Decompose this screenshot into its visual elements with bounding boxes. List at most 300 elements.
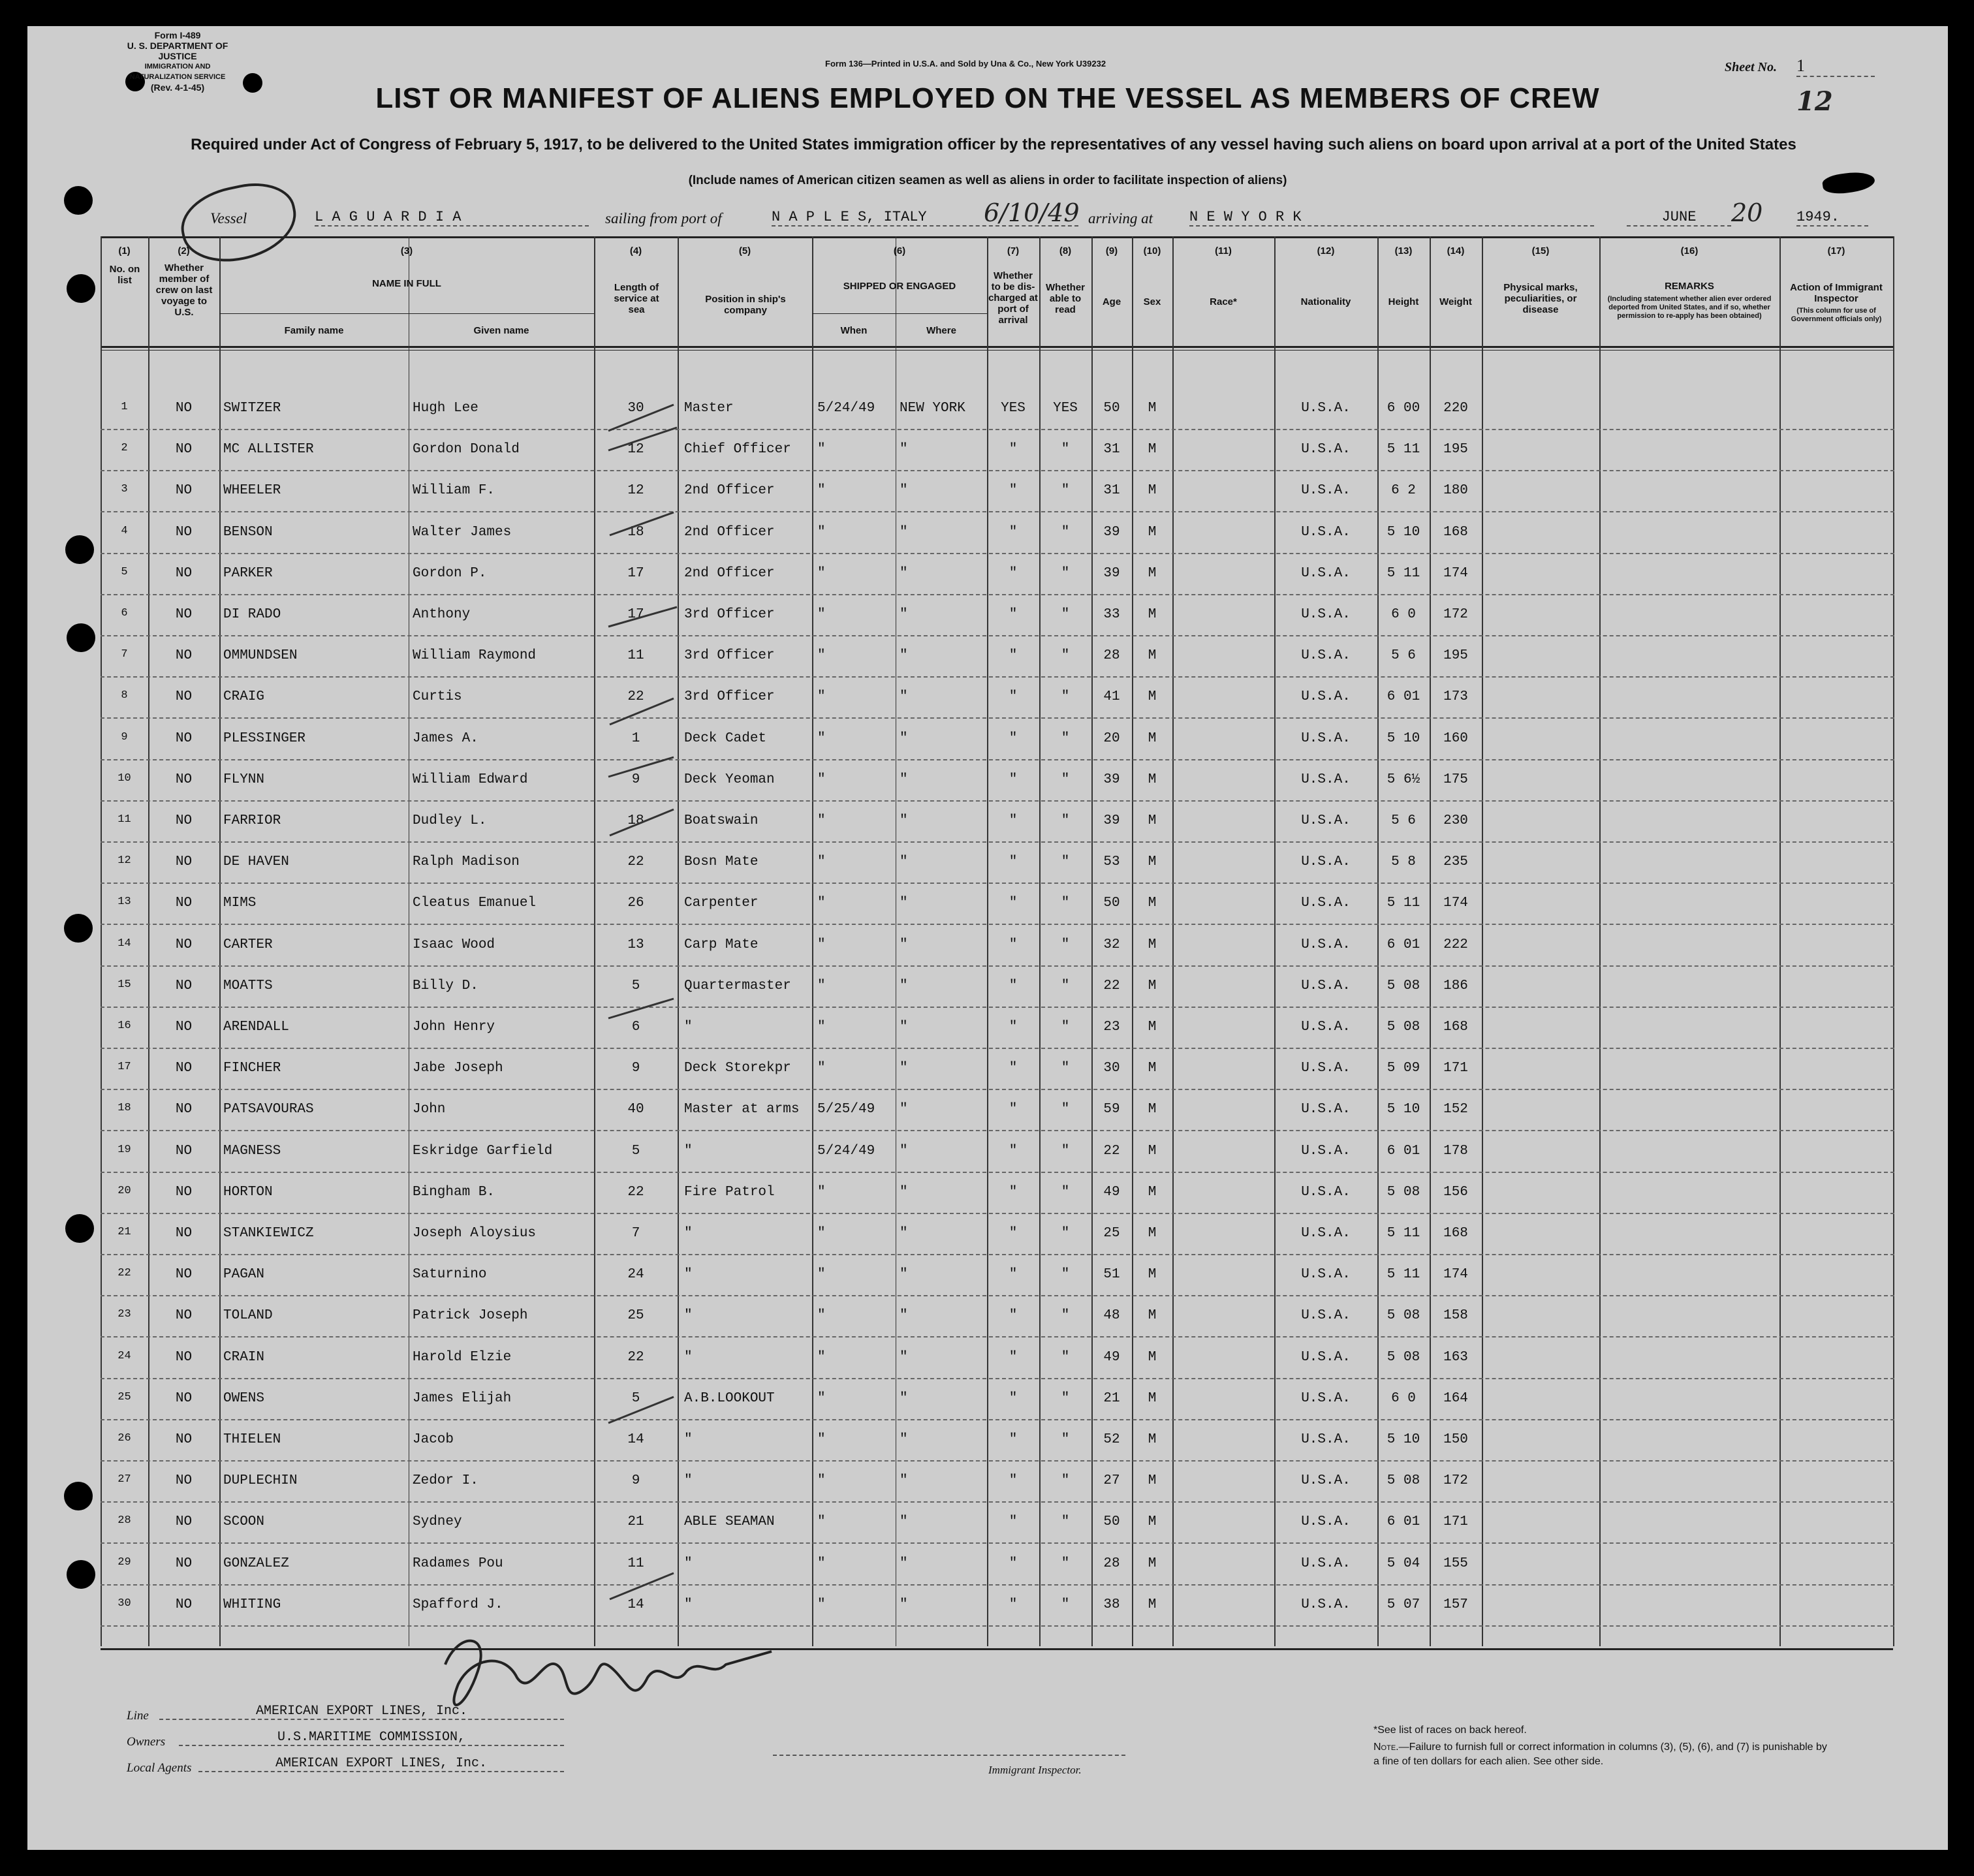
column-number: (6) — [893, 245, 906, 257]
cell-read: " — [1061, 1308, 1070, 1324]
cell-prev: NO — [175, 1184, 193, 1200]
cell-read: " — [1061, 937, 1070, 952]
cell-family: MIMS — [223, 896, 257, 911]
cell-nat: U.S.A. — [1301, 689, 1351, 705]
cell-when: " — [817, 524, 826, 540]
cell-family: BENSON — [223, 524, 273, 540]
cell-read: " — [1061, 1143, 1070, 1159]
cell-age: 32 — [1103, 937, 1120, 952]
cell-no: 28 — [118, 1514, 131, 1527]
cell-where: " — [900, 937, 908, 952]
cell-nat: U.S.A. — [1301, 730, 1351, 746]
cell-disch: " — [1009, 1556, 1018, 1571]
cell-service: 9 — [631, 772, 640, 787]
cell-disch: " — [1009, 689, 1018, 705]
cell-no: 29 — [118, 1556, 131, 1569]
cell-given: Ralph Madison — [413, 854, 520, 870]
cell-nat: U.S.A. — [1301, 1184, 1351, 1200]
cell-age: 49 — [1103, 1184, 1120, 1200]
cell-nat: U.S.A. — [1301, 854, 1351, 870]
cell-when: " — [817, 896, 826, 911]
cell-given: Bingham B. — [413, 1184, 495, 1200]
cell-read: " — [1061, 689, 1070, 705]
cell-given: William Raymond — [413, 648, 537, 664]
cell-when: " — [817, 1061, 826, 1076]
line-value: AMERICAN EXPORT LINES, Inc. — [159, 1704, 564, 1720]
cell-where: " — [900, 1390, 908, 1406]
cell-when: " — [817, 1514, 826, 1530]
cell-where: " — [900, 524, 908, 540]
cell-when: " — [817, 1556, 826, 1571]
cell-given: Gordon P. — [413, 565, 487, 581]
cell-no: 19 — [118, 1143, 131, 1156]
cell-weight: 180 — [1443, 483, 1468, 499]
cell-no: 3 — [121, 483, 128, 496]
cell-disch: " — [1009, 1143, 1018, 1159]
cell-prev: NO — [175, 1597, 193, 1612]
cell-sex: M — [1148, 937, 1157, 952]
races-note: *See list of races on back hereof. — [1373, 1725, 1527, 1736]
cell-read: " — [1061, 1226, 1070, 1241]
cell-weight: 175 — [1443, 772, 1468, 787]
revision: (Rev. 4-1-45) — [150, 82, 205, 93]
col-action-header: Action of Immigrant Inspector — [1790, 282, 1883, 304]
cell-disch: " — [1009, 483, 1018, 499]
cell-position: Chief Officer — [684, 442, 791, 458]
table-row — [27, 884, 1948, 925]
cell-height: 5 10 — [1386, 1102, 1420, 1118]
cell-read: " — [1061, 1390, 1070, 1406]
cell-sex: M — [1148, 1432, 1157, 1447]
cell-prev: NO — [175, 565, 193, 581]
cell-sex: M — [1148, 1267, 1157, 1283]
cell-service: 21 — [627, 1514, 644, 1530]
cell-given: John Henry — [413, 1020, 495, 1035]
cell-position: Deck Cadet — [684, 730, 767, 746]
cell-age: 39 — [1103, 813, 1120, 828]
cell-where: " — [900, 483, 908, 499]
cell-position: " — [684, 1597, 693, 1612]
cell-given: Anthony — [413, 607, 471, 622]
cell-read: " — [1061, 896, 1070, 911]
cell-position: Deck Yeoman — [684, 772, 775, 787]
cell-prev: NO — [175, 730, 193, 746]
cell-given: Eskridge Garfield — [413, 1143, 553, 1159]
cell-family: DE HAVEN — [223, 854, 289, 870]
cell-read: " — [1061, 1349, 1070, 1365]
port-from: N A P L E S, ITALY — [772, 209, 1078, 227]
manifest-sheet — [27, 26, 1948, 1850]
sheet-label: Sheet No. — [1725, 60, 1777, 74]
cell-prev: NO — [175, 937, 193, 952]
cell-prev: NO — [175, 1514, 193, 1530]
cell-read: " — [1061, 1556, 1070, 1571]
cell-sex: M — [1148, 1308, 1157, 1324]
cell-given: Saturnino — [413, 1267, 487, 1283]
cell-sex: M — [1148, 401, 1157, 416]
cell-position: " — [684, 1556, 693, 1571]
cell-position: " — [684, 1020, 693, 1035]
table-row — [27, 1132, 1948, 1173]
cell-when: 5/24/49 — [817, 401, 875, 416]
cell-age: 41 — [1103, 689, 1120, 705]
cell-position: 2nd Officer — [684, 524, 775, 540]
cell-where: " — [900, 565, 908, 581]
cell-height: 6 0 — [1391, 607, 1416, 622]
cell-where: " — [900, 1020, 908, 1035]
cell-weight: 168 — [1443, 1226, 1468, 1241]
cell-no: 6 — [121, 607, 128, 619]
shipped-subheader-line — [812, 313, 987, 314]
cell-service: 25 — [627, 1308, 644, 1324]
cell-nat: U.S.A. — [1301, 1390, 1351, 1406]
cell-disch: " — [1009, 772, 1018, 787]
column-number: (1) — [118, 245, 131, 257]
cell-family: TOLAND — [223, 1308, 273, 1324]
cell-family: DI RADO — [223, 607, 281, 622]
cell-service: 17 — [627, 565, 644, 581]
cell-weight: 222 — [1443, 937, 1468, 952]
cell-nat: U.S.A. — [1301, 1473, 1351, 1489]
cell-family: MAGNESS — [223, 1143, 281, 1159]
column-number: (15) — [1531, 245, 1550, 257]
cell-no: 24 — [118, 1349, 131, 1362]
cell-disch: " — [1009, 1597, 1018, 1612]
cell-disch: " — [1009, 854, 1018, 870]
cell-weight: 152 — [1443, 1102, 1468, 1118]
cell-service: 5 — [631, 1390, 640, 1406]
cell-family: PLESSINGER — [223, 730, 306, 746]
cell-height: 5 10 — [1386, 524, 1420, 540]
cell-nat: U.S.A. — [1301, 1020, 1351, 1035]
cell-nat: U.S.A. — [1301, 1432, 1351, 1447]
cell-where: " — [900, 813, 908, 828]
cell-where: " — [900, 442, 908, 458]
cell-disch: " — [1009, 1473, 1018, 1489]
cell-no: 16 — [118, 1020, 131, 1032]
cell-age: 23 — [1103, 1020, 1120, 1035]
cell-age: 31 — [1103, 442, 1120, 458]
cell-height: 6 01 — [1386, 937, 1420, 952]
cell-nat: U.S.A. — [1301, 442, 1351, 458]
cell-nat: U.S.A. — [1301, 1597, 1351, 1612]
cell-when: " — [817, 1267, 826, 1283]
cell-sex: M — [1148, 978, 1157, 993]
col-name-header: NAME IN FULL — [372, 278, 441, 289]
cell-sex: M — [1148, 1597, 1157, 1612]
cell-service: 9 — [631, 1473, 640, 1489]
cell-prev: NO — [175, 978, 193, 993]
printer-line: Form 136—Printed in U.S.A. and Sold by Una & Co., New York U39232 — [825, 59, 1106, 69]
cell-weight: 168 — [1443, 1020, 1468, 1035]
cell-prev: NO — [175, 1432, 193, 1447]
cell-position: " — [684, 1473, 693, 1489]
cell-no: 4 — [121, 524, 128, 537]
col-race-header: Race* — [1210, 296, 1237, 307]
col-given-name-header: Given name — [473, 325, 529, 336]
cell-no: 15 — [118, 978, 131, 991]
footer — [101, 1665, 1893, 1841]
cell-position: Bosn Mate — [684, 854, 759, 870]
arrive-year: 1949. — [1796, 209, 1868, 227]
table-row — [27, 595, 1948, 636]
page-number: 12 — [1796, 86, 1833, 117]
column-number: (11) — [1215, 245, 1232, 257]
cell-where: " — [900, 1514, 908, 1530]
table-row — [27, 1544, 1948, 1586]
cell-where: " — [900, 1473, 908, 1489]
cell-sex: M — [1148, 813, 1157, 828]
cell-when: " — [817, 854, 826, 870]
cell-height: 5 11 — [1386, 1267, 1420, 1283]
cell-sex: M — [1148, 607, 1157, 622]
cell-no: 13 — [118, 896, 131, 909]
cell-family: STANKIEWICZ — [223, 1226, 314, 1241]
cell-height: 6 2 — [1391, 483, 1416, 499]
cell-position: " — [684, 1226, 693, 1241]
cell-disch: " — [1009, 607, 1018, 622]
cell-family: PATSAVOURAS — [223, 1102, 314, 1118]
col-discharged-header: Whether to be dis-charged at port of arrival — [988, 270, 1038, 326]
cell-family: ARENDALL — [223, 1020, 289, 1035]
column-number: (12) — [1317, 245, 1335, 257]
cell-where: " — [900, 978, 908, 993]
cell-height: 5 8 — [1391, 854, 1416, 870]
column-number: (13) — [1394, 245, 1413, 257]
table-row — [27, 636, 1948, 678]
cell-given: Joseph Aloysius — [413, 1226, 537, 1241]
cell-where: " — [900, 1308, 908, 1324]
cell-family: FARRIOR — [223, 813, 281, 828]
table-row — [27, 554, 1948, 595]
cell-sex: M — [1148, 1061, 1157, 1076]
cell-where: " — [900, 854, 908, 870]
cell-where: " — [900, 1143, 908, 1159]
col-previous-voyage-header: Whether member of crew on last voyage to U.S. — [155, 262, 213, 318]
cell-service: 22 — [627, 1184, 644, 1200]
document-subtitle: Required under Act of Congress of February 5, 1917, to be delivered to the United States immigration officer by the representatives of any vessel having such aliens on board upon arrival at a port of the United States — [191, 136, 1796, 153]
cell-weight: 174 — [1443, 896, 1468, 911]
cell-service: 5 — [631, 1143, 640, 1159]
cell-weight: 172 — [1443, 1473, 1468, 1489]
cell-when: " — [817, 648, 826, 664]
cell-when: 5/25/49 — [817, 1102, 875, 1118]
cell-read: " — [1061, 1184, 1070, 1200]
cell-when: " — [817, 483, 826, 499]
cell-no: 25 — [118, 1390, 131, 1403]
cell-disch: " — [1009, 1061, 1018, 1076]
cell-age: 59 — [1103, 1102, 1120, 1118]
cell-weight: 173 — [1443, 689, 1468, 705]
cell-height: 5 6 — [1391, 813, 1416, 828]
cell-height: 5 08 — [1386, 1349, 1420, 1365]
cell-height: 6 01 — [1386, 689, 1420, 705]
cell-family: WHITING — [223, 1597, 281, 1612]
column-number: (4) — [629, 245, 642, 257]
agents-label: Local Agents — [127, 1761, 192, 1775]
table-row — [27, 1173, 1948, 1214]
cell-age: 25 — [1103, 1226, 1120, 1241]
document-title: LIST OR MANIFEST OF ALIENS EMPLOYED ON THE VESSEL AS MEMBERS OF CREW — [375, 82, 1600, 114]
cell-where: " — [900, 648, 908, 664]
cell-prev: NO — [175, 607, 193, 622]
cell-read: " — [1061, 565, 1070, 581]
cell-when: " — [817, 813, 826, 828]
cell-family: SCOON — [223, 1514, 265, 1530]
cell-weight: 171 — [1443, 1061, 1468, 1076]
cell-where: " — [900, 1597, 908, 1612]
col-action-note: (This column for use of Government officials only) — [1791, 307, 1882, 323]
cell-position: 3rd Officer — [684, 648, 775, 664]
cell-no: 17 — [118, 1061, 131, 1074]
cell-prev: NO — [175, 1556, 193, 1571]
cell-position: " — [684, 1267, 693, 1283]
cell-disch: " — [1009, 1102, 1018, 1118]
cell-disch: " — [1009, 524, 1018, 540]
cell-age: 39 — [1103, 524, 1120, 540]
cell-height: 5 09 — [1386, 1061, 1420, 1076]
cell-family: OMMUNDSEN — [223, 648, 298, 664]
col-remarks-note: (Including statement whether alien ever ordered deported from United States, and if so, whether permission to re-apply has been obtained) — [1607, 295, 1772, 320]
cell-read: " — [1061, 854, 1070, 870]
service: IMMIGRATION AND NATURALIZATION SERVICE — [129, 63, 226, 81]
cell-given: Cleatus Emanuel — [413, 896, 537, 911]
form-number: Form I-489 — [154, 30, 201, 40]
cell-age: 50 — [1103, 896, 1120, 911]
cell-service: 22 — [627, 1349, 644, 1365]
cell-weight: 174 — [1443, 565, 1468, 581]
cell-where: " — [900, 1184, 908, 1200]
cell-family: WHEELER — [223, 483, 281, 499]
cell-service: 22 — [627, 689, 644, 705]
cell-where: " — [900, 1432, 908, 1447]
table-row — [27, 1503, 1948, 1544]
cell-service: 7 — [631, 1226, 640, 1241]
cell-age: 22 — [1103, 1143, 1120, 1159]
cell-disch: " — [1009, 1514, 1018, 1530]
col-shipped-when-header: When — [840, 325, 868, 336]
cell-nat: U.S.A. — [1301, 607, 1351, 622]
cell-disch: " — [1009, 565, 1018, 581]
cell-height: 5 11 — [1386, 896, 1420, 911]
table-row — [27, 1586, 1948, 1627]
cell-prev: NO — [175, 1143, 193, 1159]
column-number: (9) — [1105, 245, 1118, 257]
cell-where: " — [900, 1267, 908, 1283]
cell-read: " — [1061, 442, 1070, 458]
penalty-note — [1373, 1740, 1830, 1769]
cell-no: 14 — [118, 937, 131, 950]
cell-age: 39 — [1103, 565, 1120, 581]
cell-when: " — [817, 1597, 826, 1612]
cell-position: Carp Mate — [684, 937, 759, 952]
cell-nat: U.S.A. — [1301, 896, 1351, 911]
cell-nat: U.S.A. — [1301, 483, 1351, 499]
cell-weight: 178 — [1443, 1143, 1468, 1159]
col-sex-header: Sex — [1143, 296, 1161, 307]
inspector-line — [773, 1755, 1125, 1756]
table-row — [27, 1255, 1948, 1296]
cell-sex: M — [1148, 1473, 1157, 1489]
cell-position: " — [684, 1432, 693, 1447]
cell-where: " — [900, 1226, 908, 1241]
cell-sex: M — [1148, 1390, 1157, 1406]
cell-age: 22 — [1103, 978, 1120, 993]
cell-when: " — [817, 1432, 826, 1447]
cell-service: 17 — [627, 607, 644, 622]
cell-nat: U.S.A. — [1301, 772, 1351, 787]
cell-given: James Elijah — [413, 1390, 512, 1406]
arrive-day: 20 — [1731, 198, 1763, 227]
cell-read: " — [1061, 483, 1070, 499]
cell-nat: U.S.A. — [1301, 813, 1351, 828]
cell-prev: NO — [175, 854, 193, 870]
cell-read: YES — [1053, 401, 1078, 416]
cell-disch: " — [1009, 1184, 1018, 1200]
cell-family: PAGAN — [223, 1267, 265, 1283]
cell-position: " — [684, 1349, 693, 1365]
cell-position: Boatswain — [684, 813, 759, 828]
cell-family: GONZALEZ — [223, 1556, 289, 1571]
cell-height: 5 08 — [1386, 978, 1420, 993]
cell-given: William F. — [413, 483, 495, 499]
cell-service: 11 — [627, 648, 644, 664]
cell-age: 38 — [1103, 1597, 1120, 1612]
cell-given: Spafford J. — [413, 1597, 503, 1612]
name-subheader-line — [219, 313, 594, 314]
cell-where: " — [900, 1349, 908, 1365]
cell-service: 18 — [627, 524, 644, 540]
cell-prev: NO — [175, 1267, 193, 1283]
cell-disch: " — [1009, 1020, 1018, 1035]
cell-when: " — [817, 978, 826, 993]
cell-position: Carpenter — [684, 896, 759, 911]
cell-position: 2nd Officer — [684, 483, 775, 499]
cell-no: 1 — [121, 401, 128, 413]
cell-sex: M — [1148, 1226, 1157, 1241]
cell-nat: U.S.A. — [1301, 978, 1351, 993]
table-row — [27, 1008, 1948, 1049]
cell-prev: NO — [175, 1473, 193, 1489]
cell-where: " — [900, 730, 908, 746]
arriving-label: arriving at — [1088, 210, 1153, 227]
cell-age: 39 — [1103, 772, 1120, 787]
cell-age: 21 — [1103, 1390, 1120, 1406]
cell-given: Jabe Joseph — [413, 1061, 503, 1076]
cell-sex: M — [1148, 524, 1157, 540]
cell-when: " — [817, 565, 826, 581]
cell-when: " — [817, 937, 826, 952]
cell-nat: U.S.A. — [1301, 1308, 1351, 1324]
cell-service: 14 — [627, 1597, 644, 1612]
header-divider — [101, 346, 1893, 348]
cell-read: " — [1061, 978, 1070, 993]
cell-position: Quartermaster — [684, 978, 791, 993]
col-physical-marks-header: Physical marks, peculiarities, or disease — [1503, 282, 1578, 315]
cell-service: 26 — [627, 896, 644, 911]
cell-read: " — [1061, 1061, 1070, 1076]
cell-read: " — [1061, 524, 1070, 540]
cell-sex: M — [1148, 442, 1157, 458]
cell-when: " — [817, 442, 826, 458]
cell-sex: M — [1148, 854, 1157, 870]
table-row — [27, 430, 1948, 471]
cell-age: 33 — [1103, 607, 1120, 622]
cell-read: " — [1061, 772, 1070, 787]
table-row — [27, 1296, 1948, 1337]
cell-when: " — [817, 1308, 826, 1324]
cell-when: 5/24/49 — [817, 1143, 875, 1159]
